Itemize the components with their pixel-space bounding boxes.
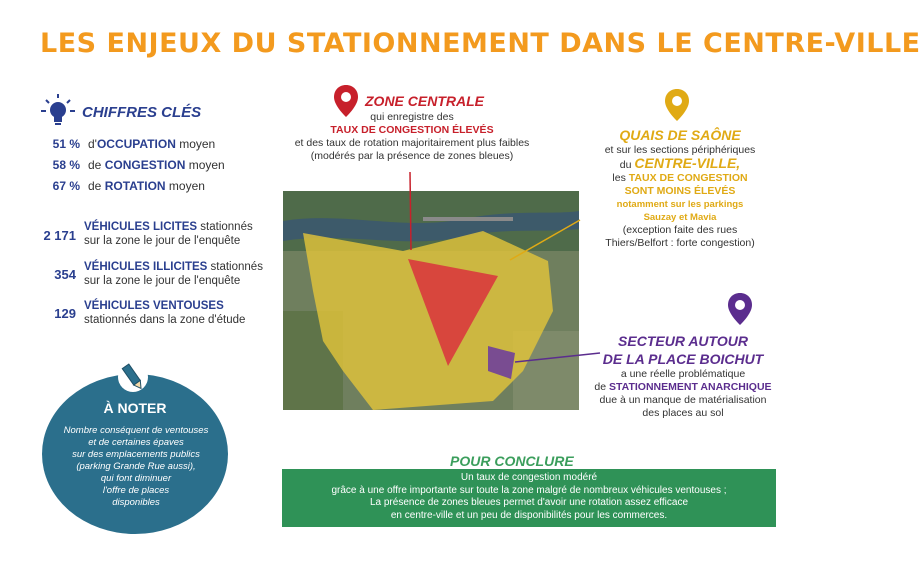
vehicules-licites-text: VÉHICULES LICITES stationnés sur la zone le jour de l'enquête bbox=[84, 221, 253, 247]
map-pin-purple-icon bbox=[727, 292, 753, 326]
a-noter-title: À NOTER bbox=[103, 400, 167, 416]
vehicules-illicites-text: VÉHICULES ILLICITES stationnés sur la zone le jour de l'enquête bbox=[84, 261, 263, 287]
conclusion-title: POUR CONCLURE bbox=[450, 453, 574, 469]
vehicules-illicites-value: 354 bbox=[54, 267, 76, 282]
quais-text: QUAIS DE SAÔNE et sur les sections périphériques du CENTRE-VILLE, les TAUX DE CONGESTION SONT MOINS ÉLEVÉS notamment sur les parkings Sauzay et Mavia (exception faite des rues Thiers/Belfort : forte congestion) bbox=[604, 127, 756, 249]
chiffres-cles-title: CHIFFRES CLÉS bbox=[82, 104, 202, 121]
page-title: LES ENJEUX DU STATIONNEMENT DANS LE CENTRE-VILLE bbox=[40, 28, 921, 59]
conclusion-box: Un taux de congestion modéré grâce à une offre importante sur toute la zone malgré de nombreux véhicules ventouses ; La présence de zones bleues permet d'avoir une rotation assez efficace en centre-ville et un peu de disponibilités pour les commerces. bbox=[282, 469, 776, 527]
vehicules-licites-value: 2 171 bbox=[43, 228, 76, 243]
map-pin-yellow-icon bbox=[664, 88, 690, 122]
stat-occupation: 51 % d'OCCUPATION moyen bbox=[52, 137, 216, 151]
vehicules-ventouses-text: VÉHICULES VENTOUSES stationnés dans la zone d'étude bbox=[84, 300, 246, 326]
stat-congestion: 58 % de CONGESTION moyen bbox=[52, 158, 225, 172]
zone-centrale-title: ZONE CENTRALE bbox=[365, 93, 484, 109]
zone-centrale-text: qui enregistre des TAUX DE CONGESTION ÉLEVÉS et des taux de rotation majoritairement plus faibles (modérés par la présence de zones bleues) bbox=[294, 111, 530, 162]
vehicules-ventouses-value: 129 bbox=[54, 306, 76, 321]
a-noter-body: Nombre conséquent de ventouses et de certaines épaves sur des emplacements publics (parking Grande Rue aussi), qui font diminuer l'offre de places disponibles bbox=[63, 425, 209, 508]
secteur-text: SECTEUR AUTOUR DE LA PLACE BOICHUT a une réelle problématique de STATIONNEMENT ANARCHIQUE due à un manque de matérialisation des places au sol bbox=[594, 333, 772, 419]
stat-rotation: 67 % de ROTATION moyen bbox=[52, 179, 205, 193]
